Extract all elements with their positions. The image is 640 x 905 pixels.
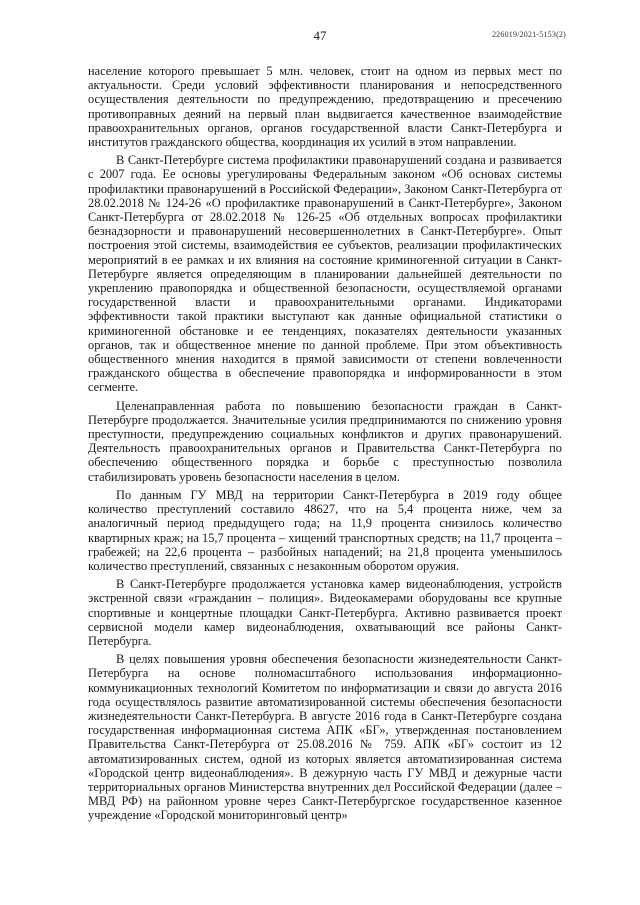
document-id: 226019/2021-5153(2): [491, 30, 566, 39]
page-number: 47: [313, 28, 327, 43]
paragraph: В Санкт-Петербурге система профилактики правонарушений создана и развивается с 2007 года. Ее основы урегулированы Федеральным законом «Об основах системы профилактики правонарушений в Российской Федерации», Законом Санкт-Петербурга от 28.02.2018 № 124-26 «О профилактике правонарушений в Санкт-Петербурге», Законом Санкт-Петербурга от 28.02.2018 № 126-25 «Об отдельных вопросах профилактики безнадзорности и правонарушений несовершеннолетних в Санкт-Петербурге». Опыт построения этой системы, взаимодействия ее субъектов, реализации профилактических мероприятий в ее рамках и их влияния на состояние криминогенной ситуации в Санкт-Петербурге является определяющим в планировании дальнейшей деятельности по укреплению правопорядка и общественной безопасности, осуществляемой органами государственной власти и правоохранительными органами. Индикаторами эффективности такой практики выступают как данные официальной статистики о криминогенной обстановке и ее тенденциях, показателях деятельности указанных органов, так и общественное мнение по данной проблеме. При этом объективность общественного мнения находится в прямой зависимости от степени вовлеченности гражданского общества в обеспечение правопорядка и информированности в этом сегменте.: [88, 153, 562, 395]
paragraph: Целенаправленная работа по повышению безопасности граждан в Санкт-Петербурге продолжается. Значительные усилия предпринимаются по снижению уровня преступности, предупреждению социальных конфликтов и других правонарушений. Деятельность правоохранительных органов и Правительства Санкт-Петербурга по обеспечению общественного порядка и борьбе с преступностью позволила стабилизировать уровень безопасности населения в целом.: [88, 398, 562, 484]
paragraph: В Санкт-Петербурге продолжается установка камер видеонаблюдения, устройств экстренной связи «гражданин – полиция». Видеокамерами оборудованы все крупные спортивные и концертные площадки Санкт-Петербурга. Активно развивается проект сервисной модели камер видеонаблюдения, охватывающий все районы Санкт-Петербурга.: [88, 577, 562, 648]
paragraph: В целях повышения уровня обеспечения безопасности жизнедеятельности Санкт-Петербурга на основе полномасштабного использования информационно-коммуникационных технологий Комитетом по информатизации и связи до августа 2016 года осуществлялось развитие автоматизированной системы обеспечения безопасности жизнедеятельности Санкт-Петербурга. В августе 2016 года в Санкт-Петербурге создана государственная информационная система АПК «БГ», утвержденная постановлением Правительства Санкт-Петербурга от 25.08.2016 № 759. АПК «БГ» состоит из 12 автоматизированных систем, одной из которых является автоматизированная система «Городской центр видеонаблюдения». В дежурную часть ГУ МВД и дежурные части территориальных органов Министерства внутренних дел Российской Федерации (далее – МВД РФ) на районном уровне через Санкт-Петербургское государственное казенное учреждение «Городской мониторинговый центр»: [88, 652, 562, 823]
paragraph: По данным ГУ МВД на территории Санкт-Петербурга в 2019 году общее количество преступлений составило 48627, что на 5,4 процента ниже, чем за аналогичный период предыдущего года; на 11,9 процента снизилось количество квартирных краж; на 15,7 процента – хищений транспортных средств; на 11,7 процента – грабежей; на 22,6 процента – разбойных нападений; на 21,8 процента уменьшилось количество преступлений, связанных с незаконным оборотом оружия.: [88, 487, 562, 573]
paragraph: население которого превышает 5 млн. человек, стоит на одном из первых мест по актуальности. Среди условий эффективности планирования и непосредственного осуществления деятельности по предупреждению, предотвращению и пресечению противоправных деяний на первый план выдвигается качественное взаимодействие правоохранительных органов, органов государственной власти Санкт-Петербурга и институтов гражданского общества, координация их усилий в этом направлении.: [88, 64, 562, 150]
document-body: [88, 64, 562, 827]
